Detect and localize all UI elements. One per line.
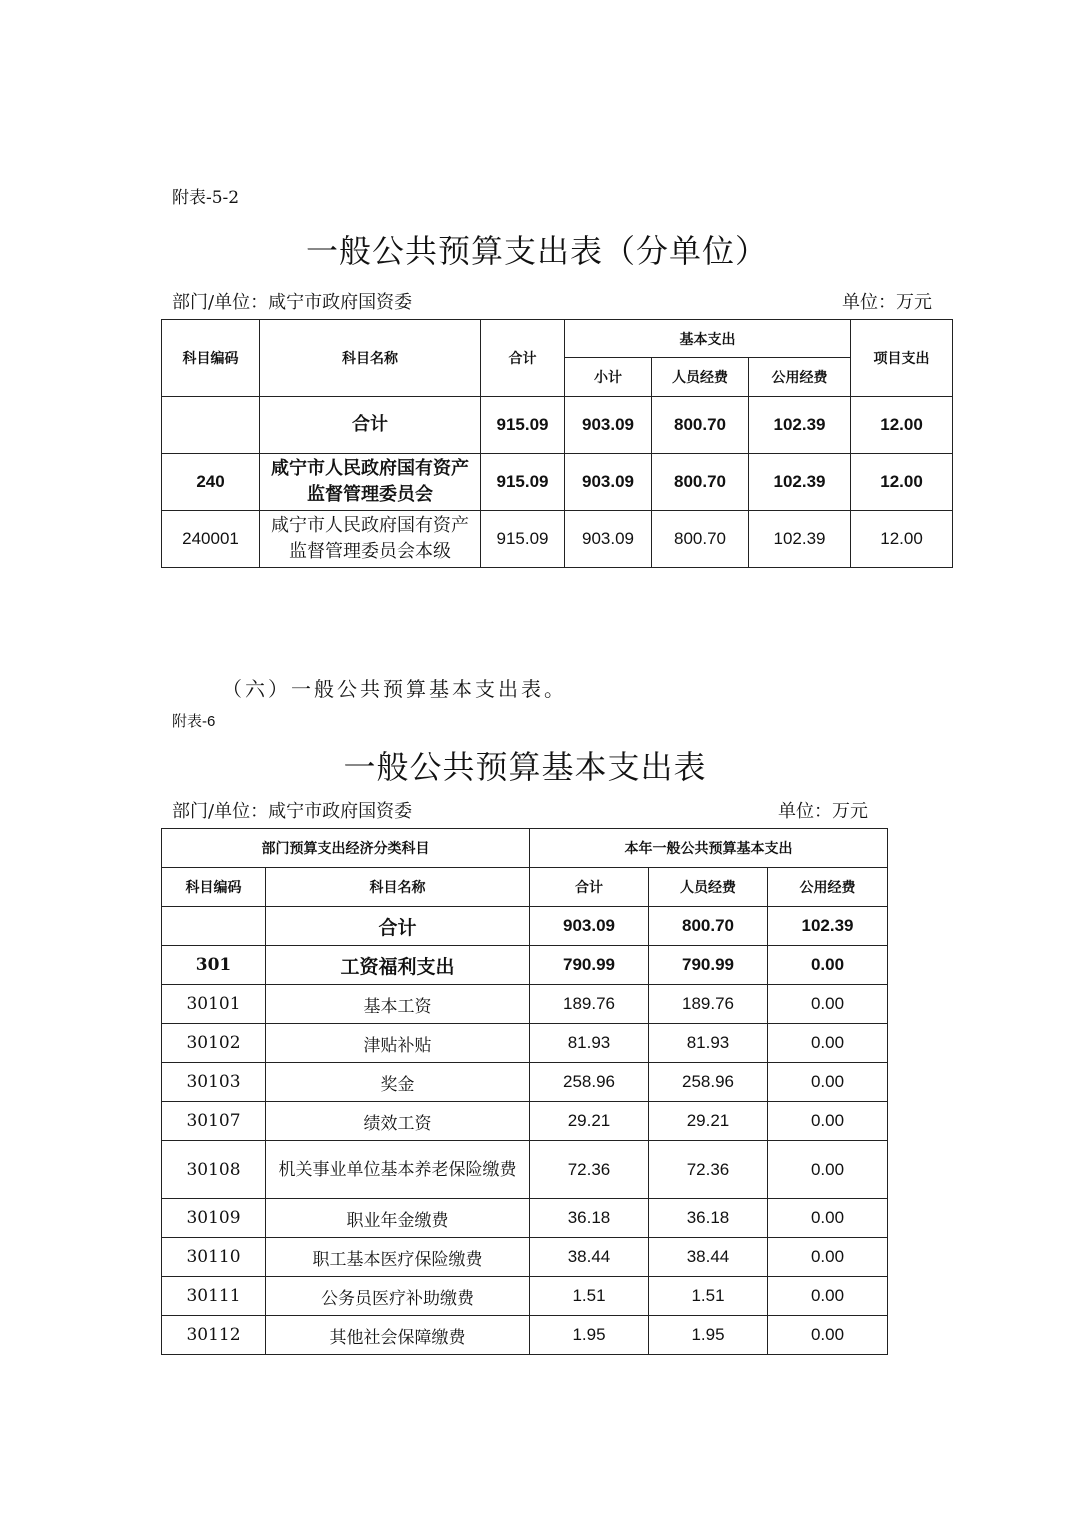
cell-public: 0.00 <box>768 1238 888 1277</box>
cell-name: 合计 <box>260 397 481 454</box>
header-total: 合计 <box>481 320 565 397</box>
cell-code: 30111 <box>162 1277 266 1316</box>
header-code: 科目编码 <box>162 320 260 397</box>
cell-name: 公务员医疗补助缴费 <box>266 1277 530 1316</box>
cell-total: 915.09 <box>481 397 565 454</box>
table2-title: 一般公共预算基本支出表 <box>343 748 707 786</box>
cell-public: 0.00 <box>768 1024 888 1063</box>
table-row <box>162 397 953 454</box>
cell-name: 职业年金缴费 <box>266 1199 530 1238</box>
header-subtotal: 小计 <box>565 358 652 397</box>
header-project: 项目支出 <box>851 320 953 397</box>
cell-subtotal: 903.09 <box>565 511 652 568</box>
table-row <box>162 1199 888 1238</box>
cell-personnel: 800.70 <box>652 397 749 454</box>
table2-ref: 附表-6 <box>172 713 216 730</box>
cell-personnel: 790.99 <box>649 946 768 985</box>
table-row <box>162 454 953 511</box>
cell-total: 258.96 <box>530 1063 649 1102</box>
cell-project: 12.00 <box>851 454 953 511</box>
cell-code: 30112 <box>162 1316 266 1355</box>
cell-subtotal: 903.09 <box>565 454 652 511</box>
cell-code <box>162 907 266 946</box>
cell-personnel: 81.93 <box>649 1024 768 1063</box>
cell-code <box>162 397 260 454</box>
header-personnel: 人员经费 <box>649 868 768 907</box>
cell-public: 0.00 <box>768 1102 888 1141</box>
cell-code: 301 <box>162 946 266 985</box>
cell-name: 奖金 <box>266 1063 530 1102</box>
cell-code: 30110 <box>162 1238 266 1277</box>
cell-public: 0.00 <box>768 1141 888 1199</box>
table-row <box>162 1277 888 1316</box>
table-row <box>162 1238 888 1277</box>
cell-total: 1.95 <box>530 1316 649 1355</box>
header-code: 科目编码 <box>162 868 266 907</box>
cell-personnel: 189.76 <box>649 985 768 1024</box>
header-name: 科目名称 <box>266 868 530 907</box>
cell-personnel: 38.44 <box>649 1238 768 1277</box>
cell-name: 基本工资 <box>266 985 530 1024</box>
cell-project: 12.00 <box>851 397 953 454</box>
cell-name: 咸宁市人民政府国有资产监督管理委员会本级 <box>260 511 481 568</box>
cell-code: 30107 <box>162 1102 266 1141</box>
cell-code: 240 <box>162 454 260 511</box>
cell-name: 工资福利支出 <box>266 946 530 985</box>
cell-total: 1.51 <box>530 1277 649 1316</box>
cell-personnel: 72.36 <box>649 1141 768 1199</box>
table-row <box>162 1316 888 1355</box>
table-row <box>162 511 953 568</box>
cell-personnel: 258.96 <box>649 1063 768 1102</box>
header-personnel: 人员经费 <box>652 358 749 397</box>
cell-name: 合计 <box>266 907 530 946</box>
header-public: 公用经费 <box>768 868 888 907</box>
cell-public: 0.00 <box>768 946 888 985</box>
cell-subtotal: 903.09 <box>565 397 652 454</box>
table2-dept: 部门/单位：咸宁市政府国资委 <box>172 801 413 822</box>
cell-total: 29.21 <box>530 1102 649 1141</box>
table-row <box>162 907 888 946</box>
table1-ref: 附表-5-2 <box>172 188 240 208</box>
cell-total: 915.09 <box>481 454 565 511</box>
cell-name: 其他社会保障缴费 <box>266 1316 530 1355</box>
table1-dept: 部门/单位：咸宁市政府国资委 <box>172 292 413 313</box>
cell-public: 102.39 <box>749 454 851 511</box>
cell-total: 38.44 <box>530 1238 649 1277</box>
cell-personnel: 1.95 <box>649 1316 768 1355</box>
cell-public: 0.00 <box>768 1063 888 1102</box>
cell-total: 189.76 <box>530 985 649 1024</box>
table-row <box>162 1141 888 1199</box>
table-row <box>162 1063 888 1102</box>
table-row <box>162 1024 888 1063</box>
cell-public: 102.39 <box>749 511 851 568</box>
cell-code: 30101 <box>162 985 266 1024</box>
cell-public: 0.00 <box>768 985 888 1024</box>
header-group-right: 本年一般公共预算基本支出 <box>530 829 888 868</box>
cell-personnel: 36.18 <box>649 1199 768 1238</box>
cell-code: 30103 <box>162 1063 266 1102</box>
cell-code: 30102 <box>162 1024 266 1063</box>
cell-personnel: 800.70 <box>652 511 749 568</box>
cell-total: 790.99 <box>530 946 649 985</box>
cell-total: 903.09 <box>530 907 649 946</box>
cell-total: 72.36 <box>530 1141 649 1199</box>
cell-project: 12.00 <box>851 511 953 568</box>
cell-public: 102.39 <box>749 397 851 454</box>
table2-unit: 单位：万元 <box>778 801 868 822</box>
cell-personnel: 29.21 <box>649 1102 768 1141</box>
table1-unit: 单位：万元 <box>842 292 932 313</box>
table-row <box>162 946 888 985</box>
cell-code: 240001 <box>162 511 260 568</box>
cell-total: 915.09 <box>481 511 565 568</box>
cell-personnel: 800.70 <box>649 907 768 946</box>
cell-name: 津贴补贴 <box>266 1024 530 1063</box>
cell-code: 30109 <box>162 1199 266 1238</box>
budget-table-by-unit <box>161 319 953 568</box>
cell-name: 咸宁市人民政府国有资产监督管理委员会 <box>260 454 481 511</box>
basic-expenditure-table <box>161 828 888 1355</box>
cell-personnel: 800.70 <box>652 454 749 511</box>
cell-code: 30108 <box>162 1141 266 1199</box>
table1-title: 一般公共预算支出表（分单位） <box>305 232 768 270</box>
cell-name: 绩效工资 <box>266 1102 530 1141</box>
cell-public: 102.39 <box>768 907 888 946</box>
section-heading: （六）一般公共预算基本支出表。 <box>222 677 567 701</box>
cell-total: 81.93 <box>530 1024 649 1063</box>
table-row <box>162 1102 888 1141</box>
cell-name: 职工基本医疗保险缴费 <box>266 1238 530 1277</box>
cell-name: 机关事业单位基本养老保险缴费 <box>266 1141 530 1199</box>
header-public: 公用经费 <box>749 358 851 397</box>
header-name: 科目名称 <box>260 320 481 397</box>
header-group-left: 部门预算支出经济分类科目 <box>162 829 530 868</box>
header-basic: 基本支出 <box>565 320 851 358</box>
table-row <box>162 985 888 1024</box>
cell-public: 0.00 <box>768 1277 888 1316</box>
cell-total: 36.18 <box>530 1199 649 1238</box>
cell-personnel: 1.51 <box>649 1277 768 1316</box>
cell-public: 0.00 <box>768 1199 888 1238</box>
cell-public: 0.00 <box>768 1316 888 1355</box>
header-total: 合计 <box>530 868 649 907</box>
